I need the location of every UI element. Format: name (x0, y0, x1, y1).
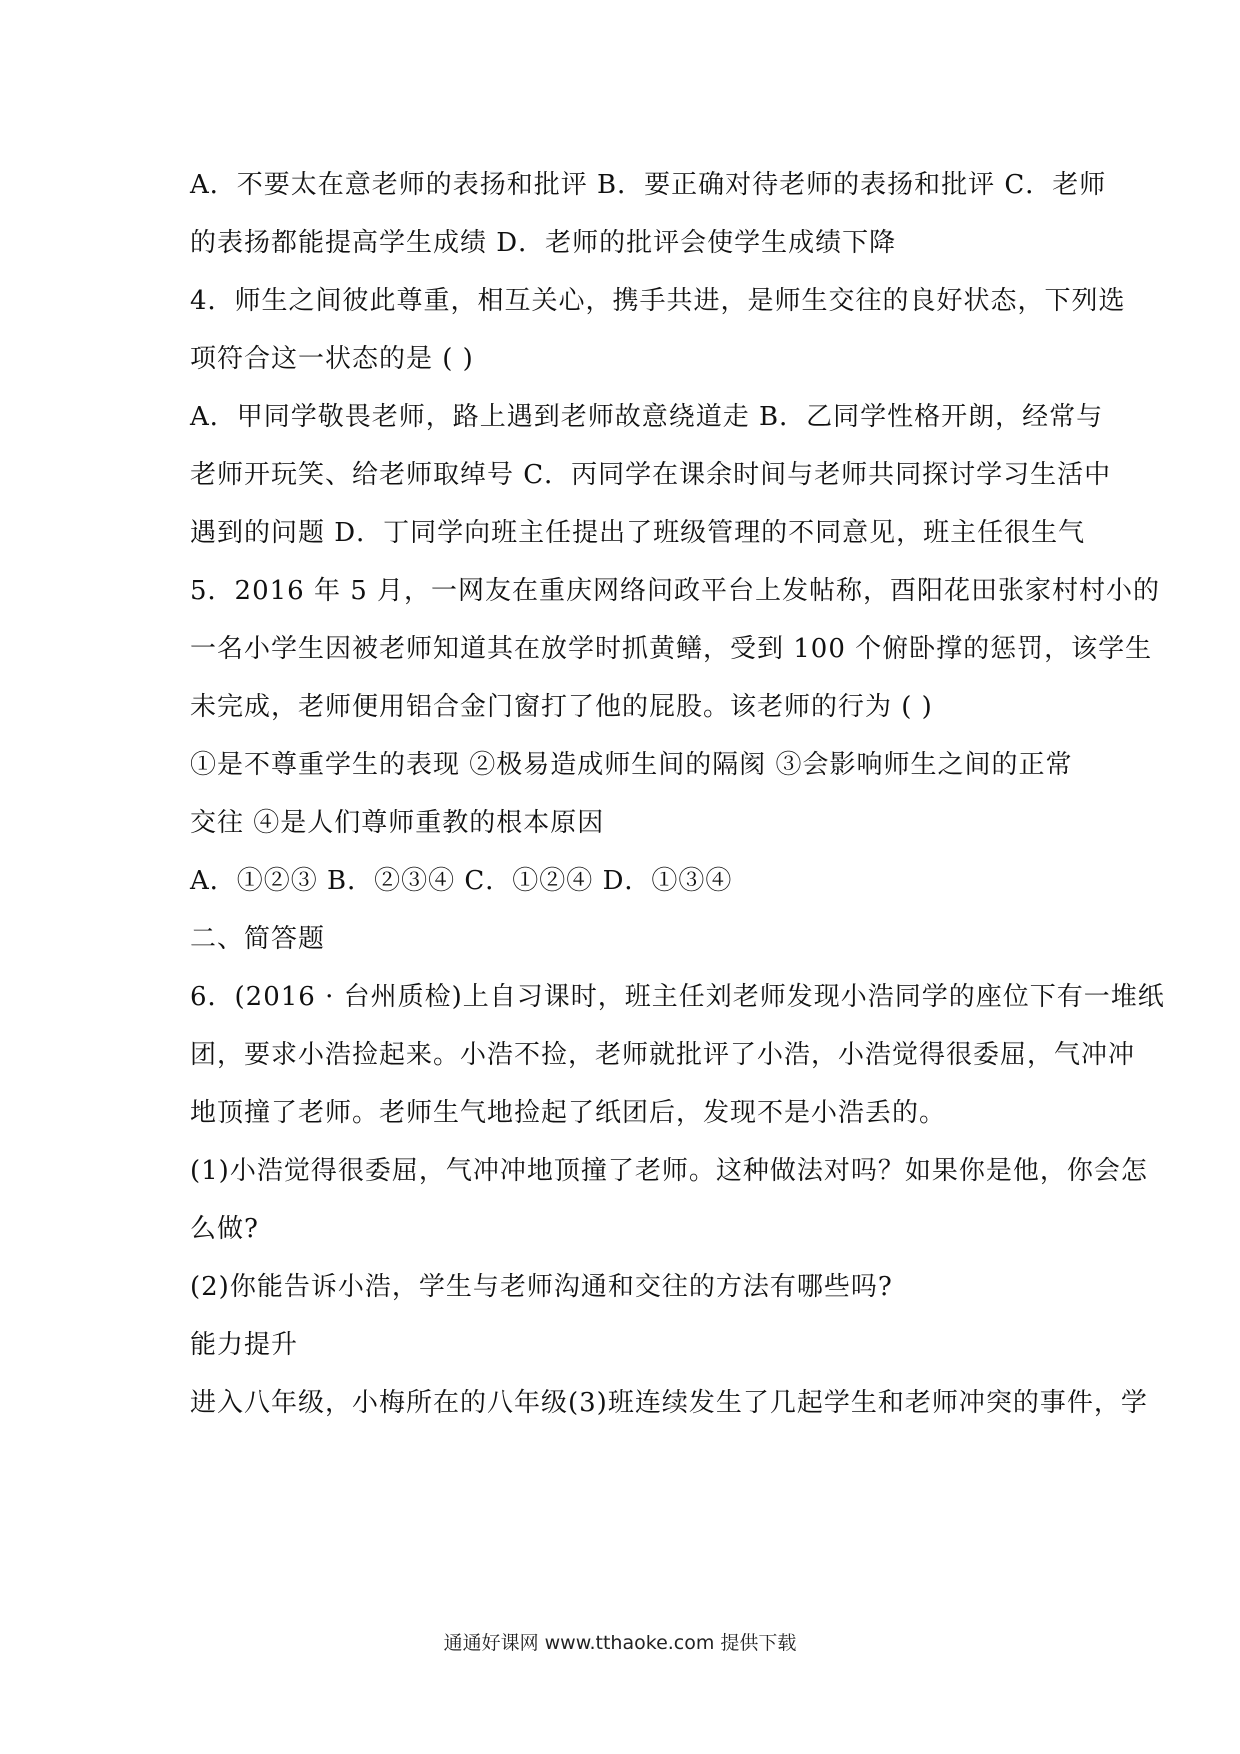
text-line-7: 遇到的问题 D．丁同学向班主任提出了班级管理的不同意见，班主任很生气 (190, 518, 1086, 548)
text-line-22: 进入八年级，小梅所在的八年级(3)班连续发生了几起学生和老师冲突的事件，学 (190, 1388, 1148, 1418)
text-line-1: A．不要太在意老师的表扬和批评 B．要正确对待老师的表扬和批评 C．老师 (190, 170, 1107, 200)
footer-watermark: 通通好课网 www.tthaoke.com 提供下载 (443, 1632, 797, 1654)
text-line-10: 未完成，老师便用铝合金门窗打了他的屁股。该老师的行为 ( ) (190, 692, 933, 722)
text-line-6: 老师开玩笑、给老师取绰号 C．丙同学在课余时间与老师共同探讨学习生活中 (190, 460, 1112, 490)
text-line-16: 团，要求小浩捡起来。小浩不捡，老师就批评了小浩，小浩觉得很委屈，气冲冲 (190, 1040, 1136, 1070)
text-line-12: 交往 ④是人们尊师重教的根本原因 (190, 808, 605, 838)
text-line-11: ①是不尊重学生的表现 ②极易造成师生间的隔阂 ③会影响师生之间的正常 (190, 750, 1073, 780)
text-line-9: 一名小学生因被老师知道其在放学时抓黄鳝，受到 100 个俯卧撑的惩罚，该学生 (190, 634, 1153, 664)
text-line-15: 6．(2016 · 台州质检)上自习课时，班主任刘老师发现小浩同学的座位下有一堆纸 (190, 982, 1165, 1012)
text-line-2: 的表扬都能提高学生成绩 D．老师的批评会使学生成绩下降 (190, 228, 897, 258)
text-line-3: 4．师生之间彼此尊重，相互关心，携手共进，是师生交往的良好状态，下列选 (190, 286, 1126, 316)
text-line-13: A．①②③ B．②③④ C．①②④ D．①③④ (190, 866, 733, 896)
text-line-20: (2)你能告诉小浩，学生与老师沟通和交往的方法有哪些吗? (190, 1272, 893, 1302)
text-line-18: (1)小浩觉得很委屈，气冲冲地顶撞了老师。这种做法对吗？如果你是他，你会怎 (190, 1156, 1148, 1186)
text-line-17: 地顶撞了老师。老师生气地捡起了纸团后，发现不是小浩丢的。 (190, 1098, 947, 1128)
section-heading-ability: 能力提升 (190, 1330, 299, 1360)
text-line-5: A．甲同学敬畏老师，路上遇到老师故意绕道走 B．乙同学性格开朗，经常与 (190, 402, 1104, 432)
text-line-8: 5．2016 年 5 月，一网友在重庆网络问政平台上发帖称，酉阳花田张家村村小的 (190, 576, 1161, 606)
text-line-19: 么做? (190, 1214, 259, 1244)
section-heading: 二、简答题 (190, 924, 326, 954)
text-line-4: 项符合这一状态的是 ( ) (190, 344, 474, 374)
